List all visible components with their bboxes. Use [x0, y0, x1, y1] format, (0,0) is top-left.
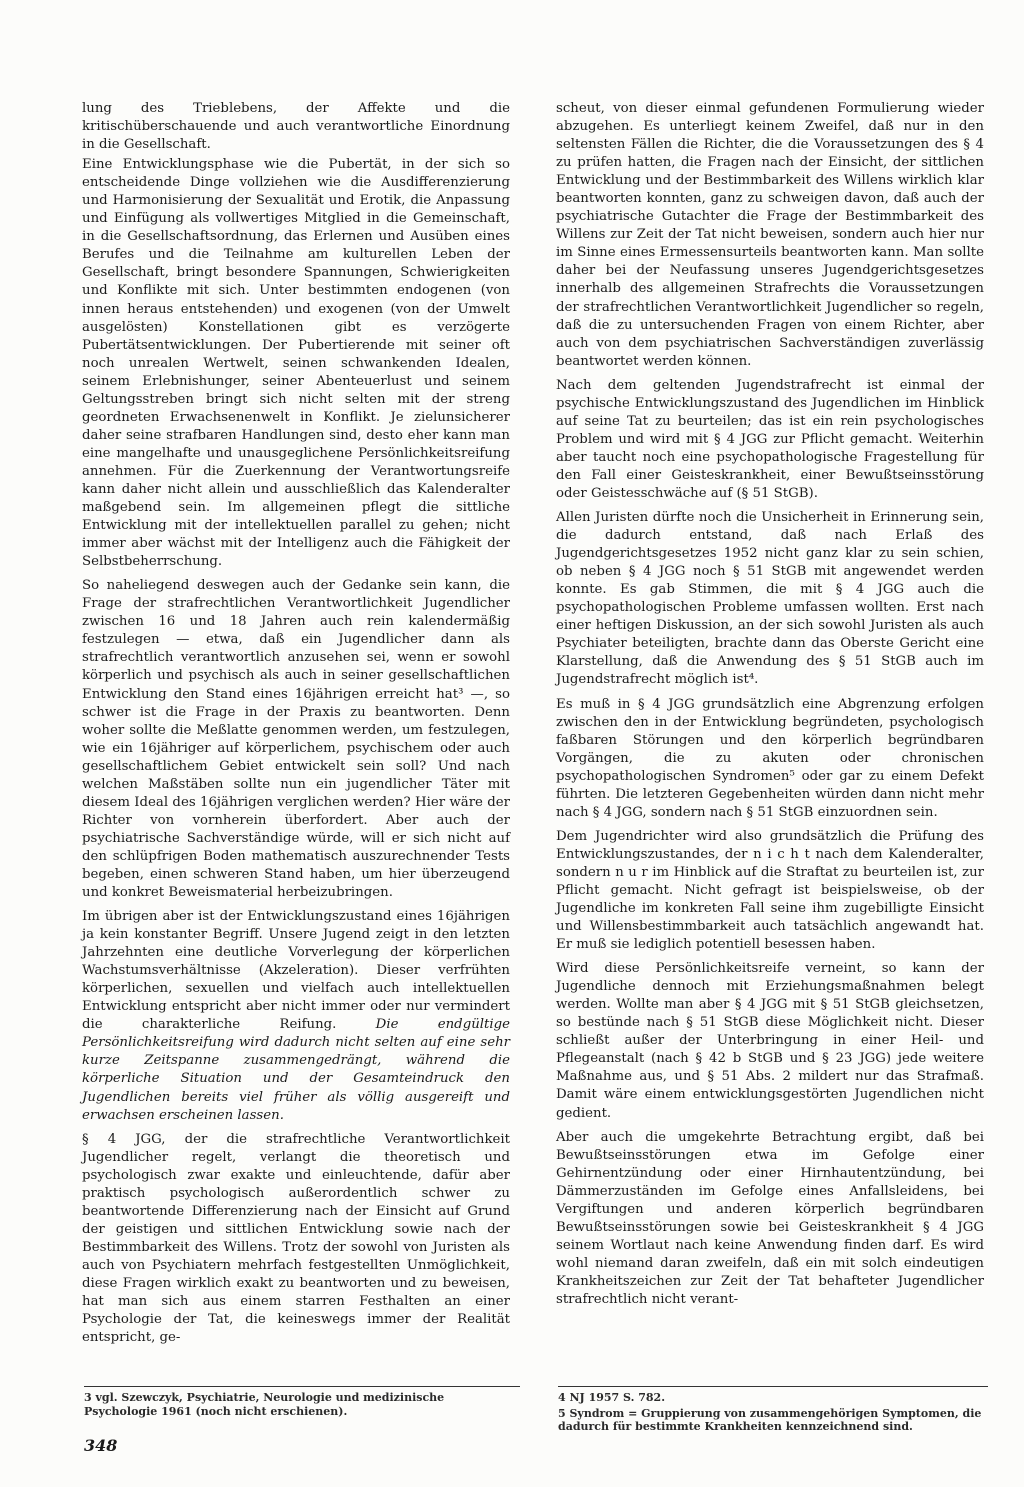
paragraph-with-italic	[82, 908, 510, 1125]
footnote: 3 vgl. Szewczyk, Psychiatrie, Neurologie und medizinische Psychologie 1961 (noch nicht erschienen).	[84, 1391, 445, 1418]
paragraph: lung des Trieblebens, der Affekte und die kritischüberschauende und auch verantwortliche Einordnung in die Gesellschaft.	[82, 101, 510, 153]
paragraph: Dem Jugendrichter wird also grundsätzlich die Prüfung des Entwicklungszustandes, der n i c h t nach dem Kalenderalter, sondern n u r im Hinblick auf die Straftat zu beurteilen ist, zur Pflicht gemacht. Nicht gefragt ist beispielsweise, ob der Jugendliche im konkreten Fall seine ihm zugebilligte Einsicht und Willensbestimmbarkeit auch tatsächlich angewandt hat. Er muß sie lediglich potentiell besessen haben.	[556, 828, 984, 953]
left-column	[82, 100, 510, 1353]
right-column	[556, 100, 984, 1315]
paragraph: § 4 JGG, der die strafrechtliche Verantwortlichkeit Jugendlicher regelt, verlangt die theoretisch und psychologisch zwar exakte und einleuchtende, dafür aber praktisch psychologisch außerordentlich schwer zu beantwortende Differenzierung nach der Einsicht auf Grund der geistigen und sittlichen Entwicklung sowie nach der Bestimmbarkeit des Willens. Trotz der sowohl von Juristen als auch von Psychiatern mehrfach festgestellten Unmöglichkeit, diese Fragen wirklich exakt zu beantworten und zu beweisen, hat man sich aus einem starren Festhalten an einer Psychologie der Tat, die keineswegs immer der Realität entspricht, ge-	[82, 1131, 510, 1346]
paragraph: Eine Entwicklungsphase wie die Pubertät, in der sich so entscheidende Dinge vollziehen wie die Ausdifferenzierung und Harmonisierung der Sexualität und Erotik, die Anpassung und Einfügung als vollwertiges Mitglied in die Gemeinschaft, in die Gesellschaftsordnung, das Erlernen und Ausüben eines Berufes und die Teilnahme am kulturellen Leben der Gesellschaft, bringt besondere Spannungen, Schwierigkeiten und Konflikte mit sich. Unter bestimmten endogenen (von innen heraus entstehenden) und exogenen (von der Umwelt ausgelösten) Konstellationen gibt es verzögerte Pubertätsentwicklungen. Der Pubertierende mit seiner oft noch unrealen Wertwelt, seinen schwankenden Idealen, seinem Erlebnishunger, seiner Abenteuerlust und seinem Geltungsstreben bringt sich nicht selten mit der streng geordneten Erwachsenenwelt in Konflikt. Je zielunsicherer daher seine strafbaren Handlungen sind, desto eher kann man eine mangelhafte und unausgeglichene Persönlichkeitsreifung annehmen. Für die Zuerkennung der Verantwortungsreife kann daher nicht allein und ausschließlich das Kalenderalter maßgebend sein. Im allgemeinen pflegt die sittliche Entwicklung mit der intellektuellen parallel zu gehen; nicht immer aber wächst mit der Intelligenz auch die Fähigkeit der Selbstbeherrschung.	[82, 157, 510, 570]
italic-passage: Die endgültige Persönlichkeitsreifung wird dadurch nicht selten auf eine sehr kurze Zeitspanne zusammengedrängt, während die körperliche Situation und der Gesamteindruck den Jugendlichen bereits viel früher als völlig ausgereift und erwachsen erscheinen lassen.	[82, 1017, 510, 1123]
footnote: 4 NJ 1957 S. 782.	[558, 1391, 666, 1404]
page-number: 348	[84, 1436, 118, 1455]
paragraph: So naheliegend deswegen auch der Gedanke sein kann, die Frage der strafrechtlichen Verantwortlichkeit Jugendlicher zwischen 16 und 18 Jahren auch rein kalendermäßig festzulegen — etwa, daß ein Jugendlicher dann als strafrechtlich verantwortlich anzusehen sei, wenn er sowohl körperlich und psychisch als auch in seiner gesellschaftlichen Entwicklung den Stand eines 16jährigen erreicht hat³ —, so schwer ist die Frage in der Praxis zu beantworten. Denn woher sollte die Meßlatte genommen werden, um festzulegen, wie ein 16jähriger auf körperlichem, psychischem oder auch gesellschaftlichem Gebiet entwickelt sein soll? Und nach welchen Maßstäben sollte nun ein jugendlicher Täter mit diesem Ideal des 16jährigen verglichen werden? Hier wäre der Richter von vornherein überfordert. Aber auch der psychiatrische Sachverständige würde, will er sich nicht auf den schlüpfrigen Boden mathematisch auszurechnender Tests begeben, einen schweren Stand haben, um hier überzeugend und konkret Beweismaterial herbeizubringen.	[82, 578, 510, 901]
paragraph-text: Im übrigen aber ist der Entwicklungszustand eines 16jährigen ja kein konstanter Begriff. Unsere Jugend zeigt in den letzten Jahrzehnten eine deutliche Vorverlegung der körperlichen Wachstumsverhältnisse (Akzeleration). Dieser verfrühten körperlichen, sexuellen und vielfach auch intellektuellen Entwicklung entspricht aber nicht immer oder nur vermindert die charakterliche Reifung.	[82, 909, 510, 1033]
paragraph: Es muß in § 4 JGG grundsätzlich eine Abgrenzung erfolgen zwischen den in der Entwicklung begründeten, psychologisch faßbaren Störungen und den körperlich begründbaren Vorgängen, die zu akuten oder chronischen psychopathologischen Syndromen⁵ oder gar zu einem Defekt führten. Die letzteren Gegebenheiten würden dann nicht mehr nach § 4 JGG, sondern nach § 51 StGB einzuordnen sein.	[556, 696, 984, 820]
footnotes-left	[84, 1386, 520, 1420]
paragraph: Allen Juristen dürfte noch die Unsicherheit in Erinnerung sein, die dadurch entstand, daß nach Erlaß des Jugendgerichtsgesetzes 1952 nicht ganz klar zu sein schien, ob neben § 4 JGG noch § 51 StGB mit angewendet werden konnte. Es gab Stimmen, die mit § 4 JGG auch die psychopathologischen Probleme umfassen wollten. Erst nach einer heftigen Diskussion, an der sich sowohl Juristen als auch Psychiater beteiligten, brachte dann das Oberste Gericht eine Klarstellung, daß die Anwendung des § 51 StGB auch im Jugendstrafrecht möglich ist⁴.	[556, 510, 984, 688]
paragraph: Aber auch die umgekehrte Betrachtung ergibt, daß bei Bewußtseinsstörungen etwa im Gefolge einer Gehirnentzündung oder einer Hirnhautentzündung, bei Dämmerzuständen im Gefolge eines Anfallsleidens, bei Vergiftungen und anderen körperlich begründbaren Bewußtseinsstörungen sowie bei Geisteskrankheit § 4 JGG seinem Wortlaut nach keine Anwendung finden darf. Es wird wohl niemand daran zweifeln, daß ein mit solch eindeutigen Krankheitszeichen zur Zeit der Tat behafteter Jugendlicher strafrechtlich nicht verant-	[556, 1129, 984, 1307]
paragraph: scheut, von dieser einmal gefundenen Formulierung wieder abzugehen. Es unterliegt keinem Zweifel, daß nur in den seltensten Fällen die Richter, die die Voraussetzungen des § 4 zu prüfen hatten, die Fragen nach der Einsicht, der sittlichen Entwicklung und der Bestimmbarkeit des Willens wirklich klar beantworten konnten, ganz zu schweigen davon, daß auch der psychiatrische Gutachter die Frage der Bestimmbarkeit des Willens zur Zeit der Tat nicht beweisen, sondern auch hier nur im Sinne eines Ermessensurteils beantworten kann. Man sollte daher bei der Neufassung unseres Jugendgerichtsgesetzes innerhalb des allgemeinen Strafrechts die Voraussetzungen der strafrechtlichen Verantwortlichkeit Jugendlicher so regeln, daß die zu untersuchenden Fragen von einem Richter, aber auch von dem psychiatrischen Sachverständigen zuverlässig beantwortet werden können.	[556, 101, 984, 369]
footnote: 5 Syndrom = Gruppierung von zusammengehörigen Symptomen, die dadurch für bestimmte Krankheiten kennzeichnend sind.	[558, 1406, 982, 1433]
paragraph: Nach dem geltenden Jugendstrafrecht ist einmal der psychische Entwicklungszustand des Jugendlichen im Hinblick auf seine Tat zu beurteilen; das ist ein rein psychologisches Problem und wird mit § 4 JGG zur Pflicht gemacht. Weiterhin aber taucht noch eine psychopathologische Fragestellung für den Fall einer Geisteskrankheit, einer Bewußtseinsstörung oder Geistesschwäche auf (§ 51 StGB).	[556, 377, 984, 501]
footnotes-right	[558, 1386, 988, 1436]
paragraph: Wird diese Persönlichkeitsreife verneint, so kann der Jugendliche dennoch mit Erziehungsmaßnahmen belegt werden. Wollte man aber § 4 JGG mit § 51 StGB gleichsetzen, so bestünde nach § 51 StGB diese Möglichkeit nicht. Dieser schließt außer der Unterbringung in einer Heil- und Pflegeanstalt (nach § 42 b StGB und § 23 JGG) jede weitere Maßnahme aus, und § 51 Abs. 2 mildert nur das Strafmaß. Damit wäre einem entwicklungsgestörten Jugendlichen nicht gedient.	[556, 961, 984, 1121]
